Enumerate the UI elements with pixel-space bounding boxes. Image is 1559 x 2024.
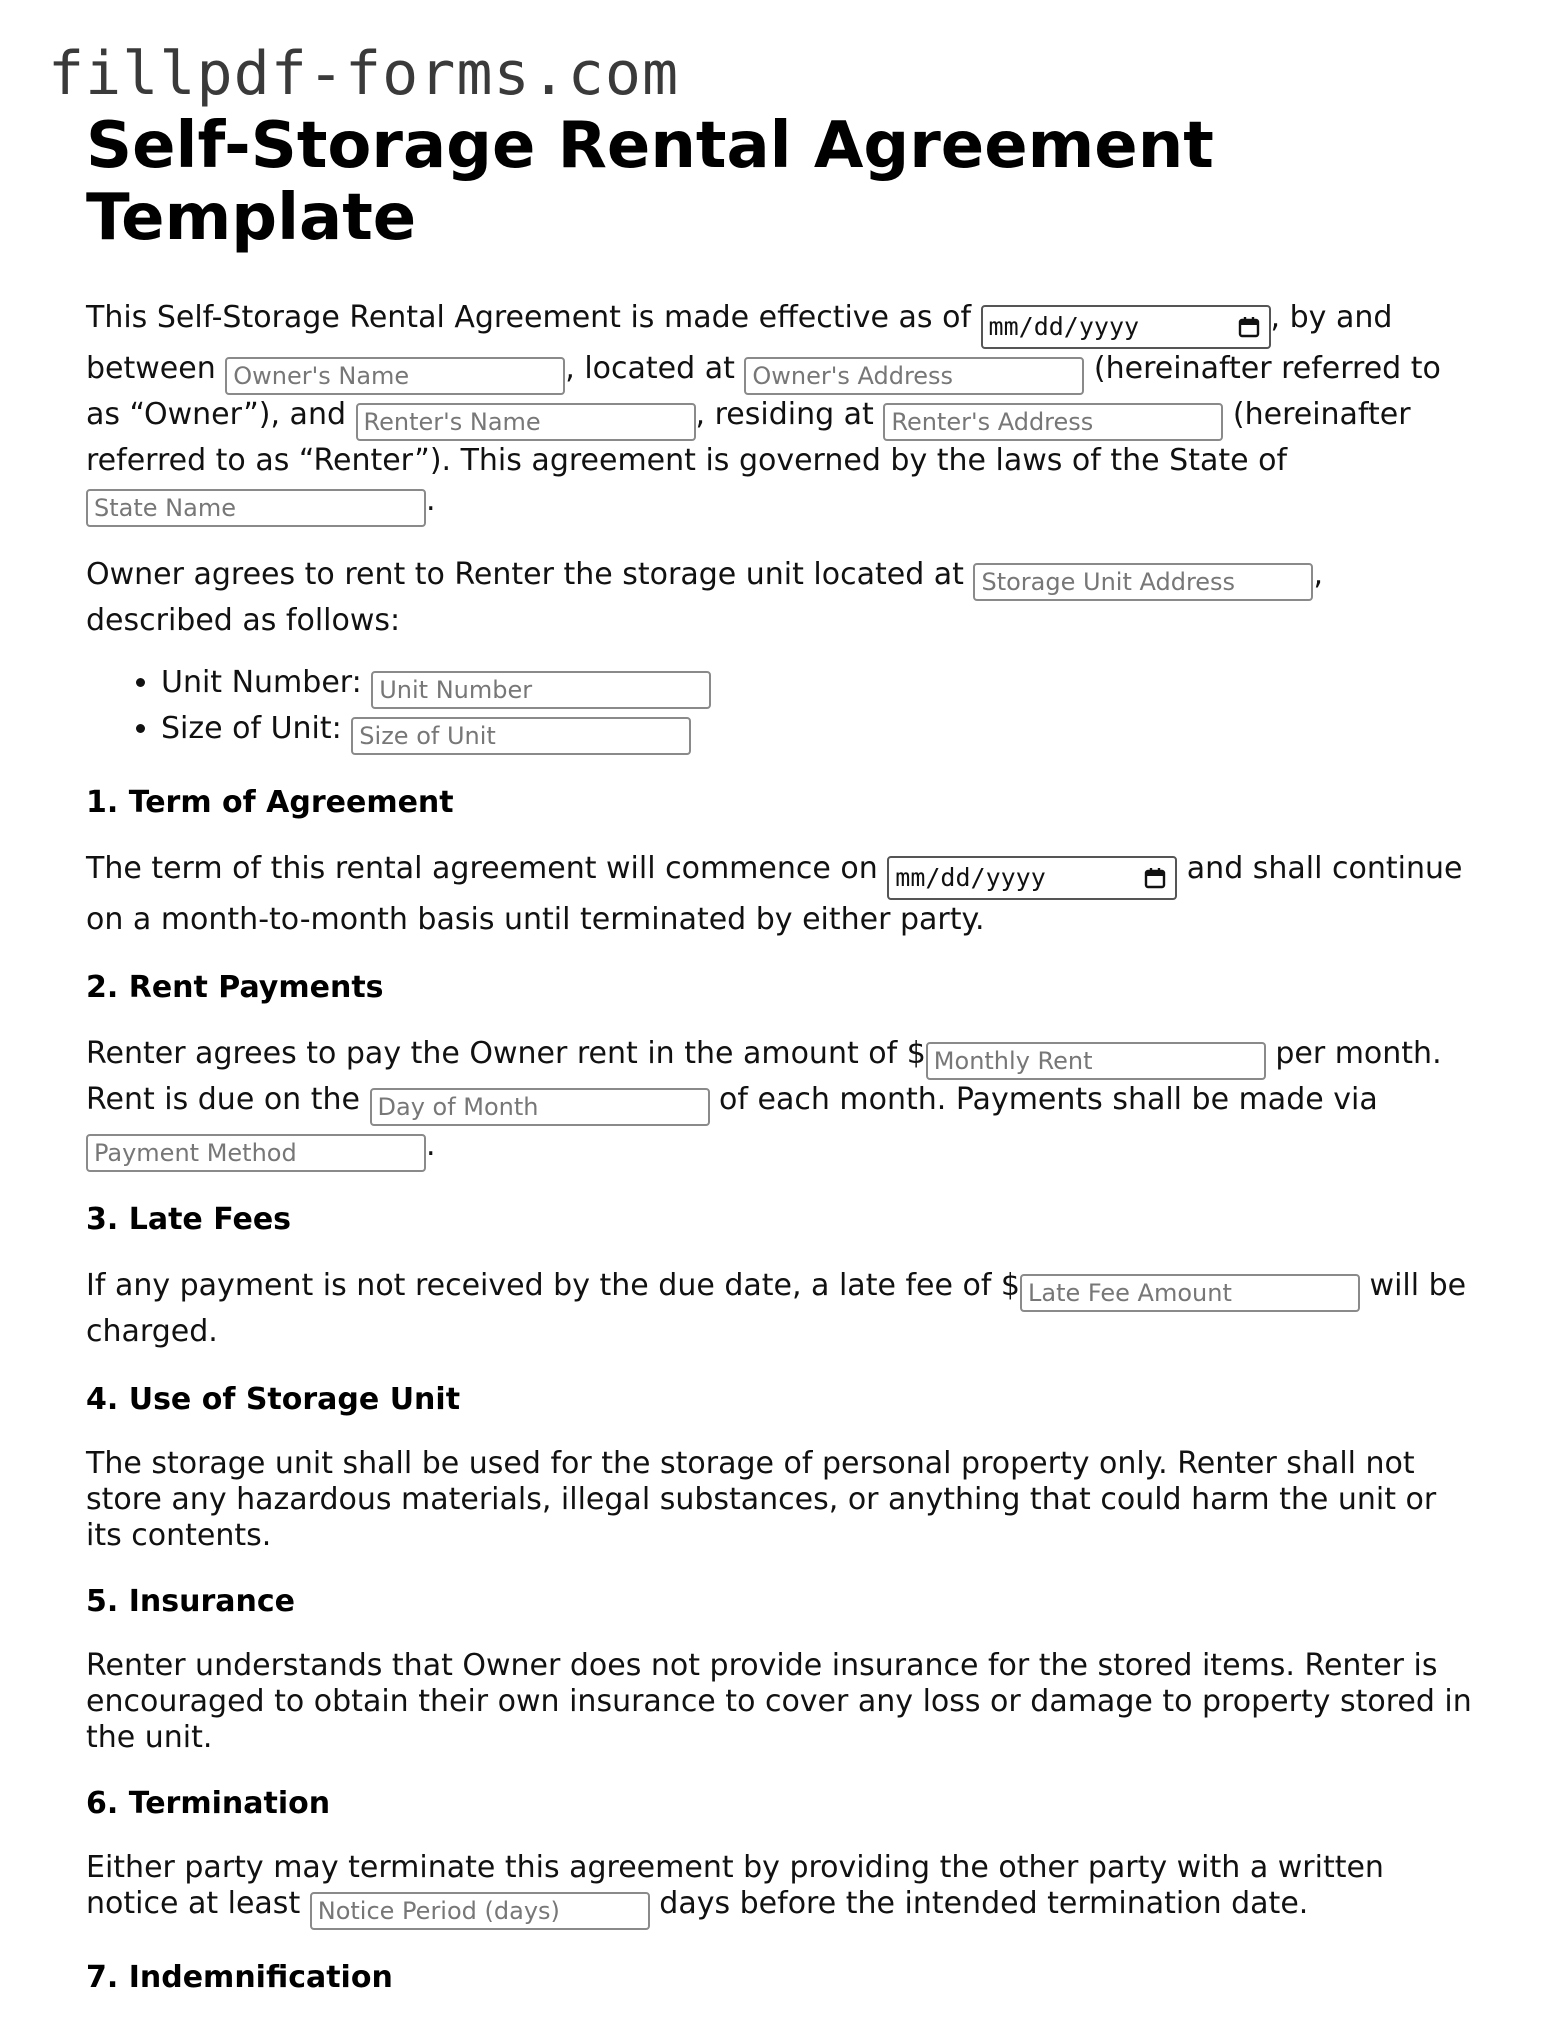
rent-text: . <box>426 1128 436 1163</box>
owner-address-field[interactable] <box>744 357 1084 395</box>
list-item <box>161 709 1476 755</box>
section-heading-use: 4. Use of Storage Unit <box>86 1382 461 1417</box>
termination-paragraph <box>86 1850 1476 1930</box>
intro-paragraph <box>86 298 1476 527</box>
rent-text: Renter agrees to pay the Owner rent in the amount of $ <box>86 1036 926 1071</box>
payment-method-field[interactable] <box>86 1134 426 1172</box>
use-paragraph: The storage unit shall be used for the storage of personal property only. Renter shall not store any hazardous materials, illegal substances, or anything that could harm the unit or its contents. <box>86 1446 1437 1553</box>
late-fees-paragraph <box>86 1266 1476 1352</box>
date-placeholder: mm/dd/yyyy <box>988 312 1140 341</box>
late-fee-amount-field[interactable] <box>1020 1274 1360 1312</box>
document-title: Self-Storage Rental Agreement Template <box>86 109 1214 255</box>
renter-address-field[interactable] <box>883 403 1223 441</box>
rent-paragraph <box>86 1034 1476 1172</box>
unit-size-field[interactable] <box>351 717 691 755</box>
storage-unit-address-field[interactable] <box>973 563 1313 601</box>
renter-name-field[interactable] <box>356 403 696 441</box>
owner-name-field[interactable] <box>225 357 565 395</box>
list-item <box>161 663 1476 709</box>
insurance-paragraph: Renter understands that Owner does not provide insurance for the stored items. Renter is encouraged to obtain their own insurance to cover any loss or damage to property stored in the unit. <box>86 1648 1472 1755</box>
unit-number-field[interactable] <box>371 671 711 709</box>
intro-text: (hereinafter referred to as “Renter”). This agreement is governed by the laws of the State of <box>86 397 1411 478</box>
section-heading-indemnification: 7. Indemnification <box>86 1960 393 1995</box>
termination-text: Either party may terminate this agreement by providing the other party with a written notice at least <box>86 1850 1384 1921</box>
document-page <box>86 110 1476 2024</box>
day-of-month-field[interactable] <box>370 1088 710 1126</box>
rent-text: of each month. Payments shall be made via <box>709 1082 1378 1117</box>
unit-paragraph <box>86 555 1476 641</box>
section-heading-rent: 2. Rent Payments <box>86 970 384 1005</box>
section-heading-termination: 6. Termination <box>86 1786 331 1821</box>
state-name-field[interactable] <box>86 489 426 527</box>
intro-text: This Self-Storage Rental Agreement is made effective as of <box>86 300 981 335</box>
rent-text: per month. Rent is due on the <box>86 1036 1442 1117</box>
commence-date-input[interactable] <box>887 856 1177 900</box>
intro-text: , located at <box>565 351 745 386</box>
late-fees-text: will be charged. <box>86 1268 1467 1349</box>
unit-text: , described as follows: <box>86 557 1324 638</box>
intro-text: , by and between <box>86 300 1393 386</box>
notice-period-field[interactable] <box>310 1892 650 1930</box>
calendar-icon[interactable] <box>1237 315 1261 339</box>
unit-text: Owner agrees to rent to Renter the storage unit located at <box>86 557 974 592</box>
monthly-rent-field[interactable] <box>926 1042 1266 1080</box>
intro-text: (hereinafter referred to as “Owner”), and <box>86 351 1441 432</box>
section-heading-insurance: 5. Insurance <box>86 1584 295 1619</box>
term-text: The term of this rental agreement will commence on <box>86 851 888 886</box>
unit-size-label: Size of Unit: <box>161 711 352 746</box>
section-heading-term: 1. Term of Agreement <box>86 785 454 820</box>
term-text: and shall continue on a month-to-month basis until terminated by either party. <box>86 851 1463 937</box>
termination-text: days before the intended termination date. <box>649 1886 1309 1921</box>
watermark: fillpdf-forms.com <box>48 39 680 109</box>
calendar-icon[interactable] <box>1143 866 1167 890</box>
unit-details-list <box>86 663 1476 755</box>
effective-date-input[interactable] <box>981 305 1271 349</box>
section-heading-late-fees: 3. Late Fees <box>86 1202 292 1237</box>
intro-text: , residing at <box>695 397 884 432</box>
term-paragraph <box>86 849 1476 940</box>
intro-text: . <box>426 483 436 518</box>
date-placeholder: mm/dd/yyyy <box>895 863 1046 892</box>
late-fees-text: If any payment is not received by the due date, a late fee of $ <box>86 1268 1020 1303</box>
unit-number-label: Unit Number: <box>161 665 372 700</box>
